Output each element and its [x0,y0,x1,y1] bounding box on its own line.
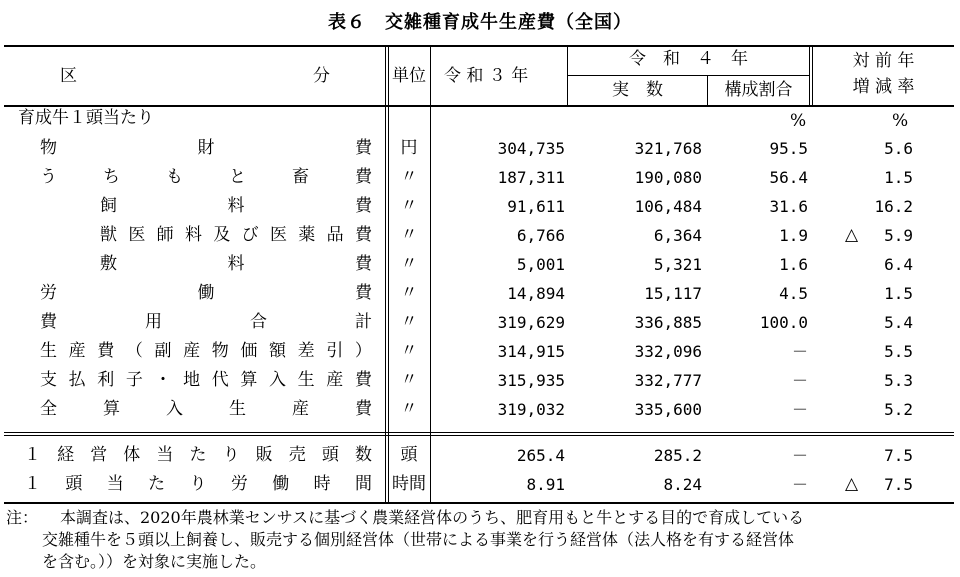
label-char: 費 [355,254,372,274]
label-char: 生 [40,341,57,361]
row-change-value: 5.4 [884,313,913,332]
row-unit: 〃 [400,370,418,390]
label-char: 医 [128,225,146,245]
percent-unit-share: % [790,111,807,131]
label-char: う [40,167,57,187]
row-label-chars [100,221,372,250]
label-char: た [148,474,166,494]
row-unit: 頭 [400,445,418,465]
row-r4-value: 285.2 [653,446,702,465]
label-char: 額 [269,341,286,361]
label-char: り [189,474,207,494]
row-label [40,366,372,395]
row-label-chars [40,366,372,395]
label-char: 医 [269,225,287,245]
row-label [40,308,372,337]
label-char: 生 [297,370,315,390]
label-char: 飼 [100,196,117,216]
row-label-chars [40,337,372,366]
header-kubun [60,62,330,91]
label-char: 品 [326,225,344,245]
row-unit: 〃 [400,254,418,274]
row-change-value: 5.6 [884,139,913,158]
row-label-chars [40,279,372,308]
label-char: 時 [313,474,331,494]
row-label [24,470,372,499]
row-unit: 〃 [400,399,418,419]
label-char: 費 [355,196,372,216]
row-share-value: 1.9 [779,226,808,245]
row-label-chars [40,163,372,192]
label-char: 子 [125,370,143,390]
row-r3-value: 5,001 [516,255,565,274]
label-char: 産 [292,399,309,419]
row-unit: 〃 [400,167,418,187]
row-unit: 〃 [400,283,418,303]
row-change-value: 1.5 [884,284,913,303]
row-share-value: － [791,342,808,361]
label-char: ち [103,167,120,187]
label-char: 費 [355,167,372,187]
row-unit: 〃 [400,225,418,245]
label-char: 地 [183,370,201,390]
row-r4-value: 336,885 [634,313,702,332]
label-char: び [241,225,259,245]
row-r4-value: 332,777 [634,371,702,390]
table-title: 表６ 交雑種育成牛生産費（全国） [328,12,632,33]
label-char: 価 [240,341,258,361]
row-change-value: 1.5 [884,168,913,187]
label-char: 畜 [292,167,309,187]
label-char: 産 [68,341,86,361]
note-prefix: 注： [6,508,39,527]
label-char: 算 [103,399,120,419]
row-unit: 〃 [400,341,418,361]
row-unit: 〃 [400,196,418,216]
header-kubun-2: 分 [313,66,330,86]
row-label [40,134,372,163]
label-char: 間 [355,474,372,494]
row-unit: 時間 [392,474,426,494]
label-char: 費 [354,225,372,245]
row-change-value: 16.2 [874,197,913,216]
label-char: 生 [229,399,246,419]
row-label-chars [24,441,372,470]
row-r3-value: 314,915 [497,342,565,361]
row-label-chars [100,250,372,279]
section-label: 育成牛１頭当たり [18,108,154,128]
label-char: と [229,167,246,187]
row-r3-value: 319,032 [497,400,565,419]
vrule-r4-1 [809,45,810,107]
label-char: 支 [40,370,57,390]
row-share-value: － [791,446,808,465]
header-r4: 令 和 ４ 年 [629,49,748,69]
row-label-chars [40,308,372,337]
row-share-value: 95.5 [769,139,808,158]
row-r3-value: 315,935 [497,371,565,390]
label-char: 産 [326,370,344,390]
row-r4-value: 5,321 [653,255,702,274]
label-char: 全 [40,399,57,419]
row-r3-value: 14,894 [507,284,565,303]
row-r3-value: 91,611 [507,197,565,216]
bottom-rule [4,502,954,504]
label-char: 入 [269,370,286,390]
row-change-value: 7.5 [884,446,913,465]
row-label [40,279,372,308]
row-r3-value: 187,311 [497,168,565,187]
row-label-chars [40,134,372,163]
label-char: １ [24,445,41,465]
row-change-value: 5.3 [884,371,913,390]
header-kosei: 構成割合 [724,80,793,100]
label-char: 頭 [65,474,83,494]
row-share-value: － [791,400,808,419]
label-char: （ [125,341,143,361]
label-char: 費 [355,399,372,419]
row-r4-value: 335,600 [634,400,702,419]
label-char: 労 [40,283,57,303]
label-char: り [222,445,240,465]
label-char: 用 [145,312,162,332]
row-change-value: 6.4 [884,255,913,274]
row-r4-value: 321,768 [634,139,702,158]
label-char: 営 [90,445,108,465]
label-char: 代 [211,370,229,390]
header-change-2: 増 減 率 [852,77,915,97]
label-char: 販 [255,445,273,465]
row-r3-value: 304,735 [497,139,565,158]
label-char: 計 [355,312,372,332]
note-line-3: を含む。））を対象に実施した。 [42,552,267,571]
row-r4-value: 332,096 [634,342,702,361]
row-r4-value: 8.24 [663,475,702,494]
label-char: 敷 [100,254,117,274]
row-unit: 〃 [400,312,418,332]
row-r4-value: 190,080 [634,168,702,187]
row-label [40,337,372,366]
label-char: 働 [197,283,215,303]
row-share-value: 100.0 [759,313,808,332]
label-char: も [166,167,183,187]
header-jissu: 実 数 [612,80,663,100]
label-char: た [189,445,207,465]
label-char: 物 [40,138,57,158]
label-char: 物 [211,341,229,361]
label-char: 薬 [298,225,316,245]
label-char: 産 [183,341,201,361]
row-change-value: 7.5 [884,475,913,494]
row-share-value: 4.5 [779,284,808,303]
label-char: 頭 [321,445,339,465]
label-char: 料 [227,196,245,216]
label-char: 当 [156,445,174,465]
row-unit: 円 [400,138,418,158]
note-line-1: 本調査は、2020年農林業センサスに基づく農業経営体のうち、肥育用もと牛とする目的で育成している [60,508,805,527]
row-share-value: 1.6 [779,255,808,274]
label-char: 入 [166,399,183,419]
row-r3-value: 319,629 [497,313,565,332]
header-kubun-1: 区 [60,66,77,86]
row-share-value: － [791,371,808,390]
header-r3: 令 和 ３ 年 [444,66,529,86]
label-char: 師 [156,225,174,245]
header-change-1: 対 前 年 [852,51,915,71]
row-r3-value: 265.4 [516,446,565,465]
label-char: 財 [197,138,215,158]
row-change-value: 5.9 [884,226,913,245]
row-label [24,441,372,470]
row-label [40,395,372,424]
row-r4-value: 15,117 [644,284,702,303]
label-char: 利 [97,370,115,390]
label-char: 払 [68,370,86,390]
row-label [100,192,372,221]
label-char: 費 [40,312,57,332]
label-char: 体 [123,445,141,465]
section-rule-1 [4,432,954,433]
row-decrease-mark: △ [845,225,859,245]
row-label-chars [100,192,372,221]
row-r4-value: 6,364 [653,226,702,245]
label-char: 料 [184,225,202,245]
label-char: 算 [240,370,258,390]
label-char: 副 [154,341,172,361]
label-char: 働 [272,474,290,494]
row-share-value: 31.6 [769,197,808,216]
row-share-value: 56.4 [769,168,808,187]
header-unit: 単位 [392,66,426,86]
row-label [100,250,372,279]
row-r4-value: 106,484 [634,197,702,216]
label-char: 費 [354,370,372,390]
label-char: 数 [354,445,372,465]
row-change-value: 5.5 [884,342,913,361]
row-label-chars [24,470,372,499]
percent-unit-change: % [892,111,909,131]
label-char: 引 [326,341,344,361]
label-char: 費 [355,138,372,158]
label-char: 労 [230,474,248,494]
label-char: 売 [288,445,306,465]
row-r3-value: 8.91 [526,475,565,494]
label-char: 及 [213,225,231,245]
note-line-2: 交雑種牛を５頭以上飼養し、販売する個別経営体（世帯による事業を行う経営体（法人格を有する経営体 [42,530,795,549]
label-char: 経 [57,445,75,465]
label-char: 費 [97,341,115,361]
label-char: ・ [154,370,172,390]
row-label [100,221,372,250]
label-char: 獣 [100,225,117,245]
label-char: １ [24,474,41,494]
label-char: 費 [355,283,372,303]
label-char: 料 [227,254,245,274]
label-char: ） [354,341,372,361]
row-decrease-mark: △ [845,474,859,494]
section-rule-2 [4,435,954,436]
label-char: 合 [250,312,267,332]
row-label-chars [40,395,372,424]
row-change-value: 5.2 [884,400,913,419]
row-share-value: － [791,475,808,494]
label-char: 差 [297,341,315,361]
row-label [40,163,372,192]
label-char: 当 [106,474,124,494]
row-r3-value: 6,766 [516,226,565,245]
vrule-label-1 [385,45,386,504]
